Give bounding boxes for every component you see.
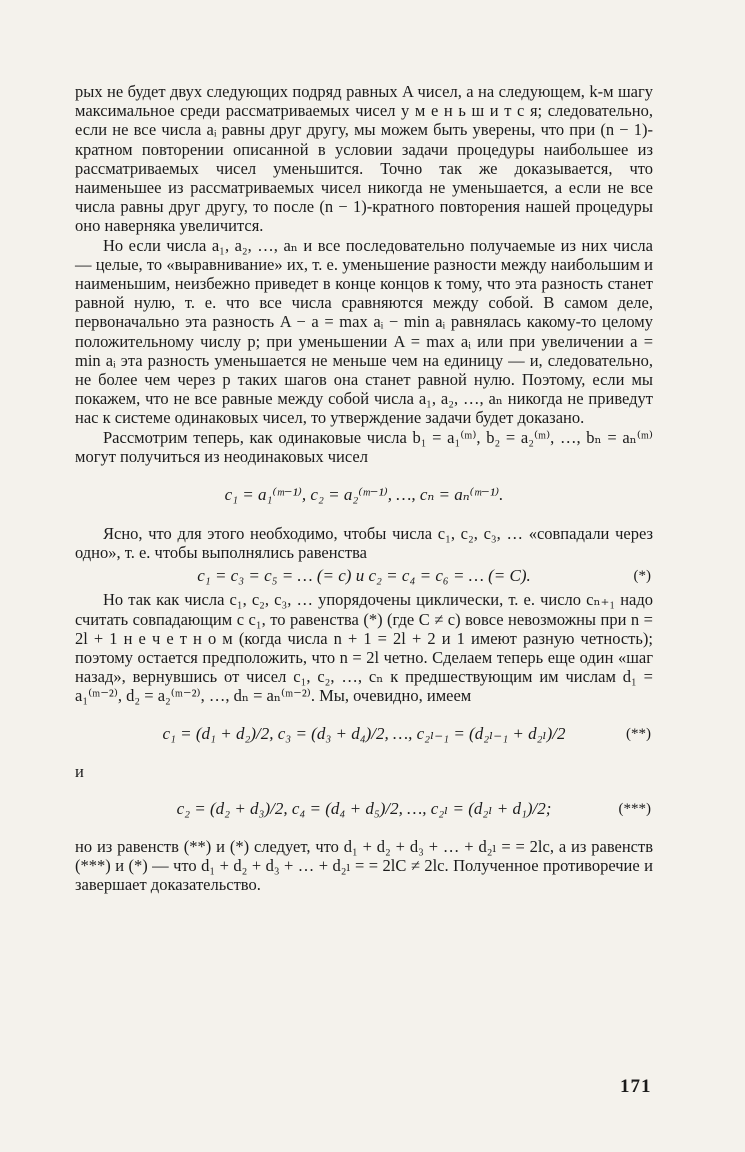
formula-c-values bbox=[75, 475, 653, 515]
paragraph-6: и bbox=[75, 761, 84, 781]
page-number: 171 bbox=[620, 1076, 652, 1097]
formula-double-star bbox=[75, 706, 653, 762]
formula-star-tag: (*) bbox=[633, 568, 651, 585]
paragraph-4: Ясно, что для этого необходимо, чтобы числа c₁, c₂, c₃, … «совпадали через одно», т. е. чтобы выполнялись равенства bbox=[75, 524, 653, 563]
paragraph-3: Рассмотрим теперь, как одинаковые числа b₁ = a₁⁽ᵐ⁾, b₂ = a₂⁽ᵐ⁾, …, bₙ = aₙ⁽ᵐ⁾ могут получиться из неодинаковых чисел bbox=[75, 427, 653, 466]
paragraph-7: но из равенств (**) и (*) следует, что d₁ + d₂ + d₃ + … + d₂ₗ = = 2lc, а из равенств (***) и (*) — что d₁ + d₂ + d₃ + … + d₂ₗ = = 2lC ≠ 2lc. Полученное противоречие и завершает доказательство. bbox=[75, 836, 653, 895]
paragraph-5: Но так как числа c₁, c₂, c₃, … упорядочены циклически, т. е. число cₙ₊₁ надо считать совпадающим с c₁, то равенства (*) (где C ≠ c) вовсе невозможны при n = 2l + 1 н е ч е т н о м (когда числа n + 1 = 2l + 2 и 1 имеют разную четность); поэтому остается предположить, что n = 2l четно. Сделаем теперь еще один «шаг назад», вернувшись от чисел c₁, c₂, …, cₙ к предшествующим им числам d₁ = a₁⁽ᵐ⁻²⁾, d₂ = a₂⁽ᵐ⁻²⁾, …, dₙ = aₙ⁽ᵐ⁻²⁾. Мы, очевидно, имеем bbox=[75, 590, 653, 706]
formula-triple-star-tag: (***) bbox=[618, 800, 651, 817]
paragraph-1: рых не будет двух следующих подряд равных A чисел, а на следующем, k-м шагу максимальное среди рассматриваемых чисел у м е н ь ш и т с я; следовательно, если не все числа aᵢ равны друг другу, мы можем быть уверены, что при (n − 1)-кратном повторении описанной в условии задачи процедуры наибольшее из рассматриваемых чисел уменьшится. Точно так же доказывается, что наименьшее из рассматриваемых чисел никогда не уменьшается, а если не все числа равны друг другу, то после (n − 1)-кратного повторения нашей процедуры оно наверняка увеличится. bbox=[75, 82, 653, 236]
page-body bbox=[75, 82, 653, 895]
formula-c-values-text: c₁ = a₁⁽ᵐ⁻¹⁾, c₂ = a₂⁽ᵐ⁻¹⁾, …, cₙ = aₙ⁽ᵐ⁻¹⁾. bbox=[224, 485, 504, 505]
paragraph-2: Но если числа a₁, a₂, …, aₙ и все последовательно получаемые из них числа — целые, то «выравнивание» их, т. е. уменьшение разности между наибольшим и наименьшим, неизбежно приведет в конце концов к тому, что эта разность станет равной нулю, т. е. что все числа сравняются между собой. В самом деле, первоначально эта разность A − a = max aᵢ − min aᵢ равнялась какому-то целому положительному числу p; при уменьшении A = max aᵢ или при увеличении a = min aᵢ эта разность уменьшается не меньше чем на единицу — и, следовательно, не более чем через p таких шагов она станет равной нулю. Поэтому, если мы покажем, что не все равные между собой числа a₁, a₂, …, aₙ никогда не приведут нас к системе одинаковых чисел, то утверждение задачи будет доказано. bbox=[75, 235, 653, 428]
formula-double-star-tag: (**) bbox=[626, 725, 651, 742]
formula-triple-star-text: c₂ = (d₂ + d₃)/2, c₄ = (d₄ + d₅)/2, …, c₂ₗ = (d₂ₗ + d₁)/2; bbox=[176, 798, 552, 818]
formula-double-star-text: c₁ = (d₁ + d₂)/2, c₃ = (d₃ + d₄)/2, …, c₂ₗ₋₁ = (d₂ₗ₋₁ + d₂ₗ)/2 bbox=[162, 723, 566, 743]
formula-star bbox=[75, 562, 653, 590]
formula-star-text: c₁ = c₃ = c₅ = … (= c) и c₂ = c₄ = c₆ = … (= C). bbox=[197, 566, 531, 586]
formula-triple-star bbox=[75, 781, 653, 837]
